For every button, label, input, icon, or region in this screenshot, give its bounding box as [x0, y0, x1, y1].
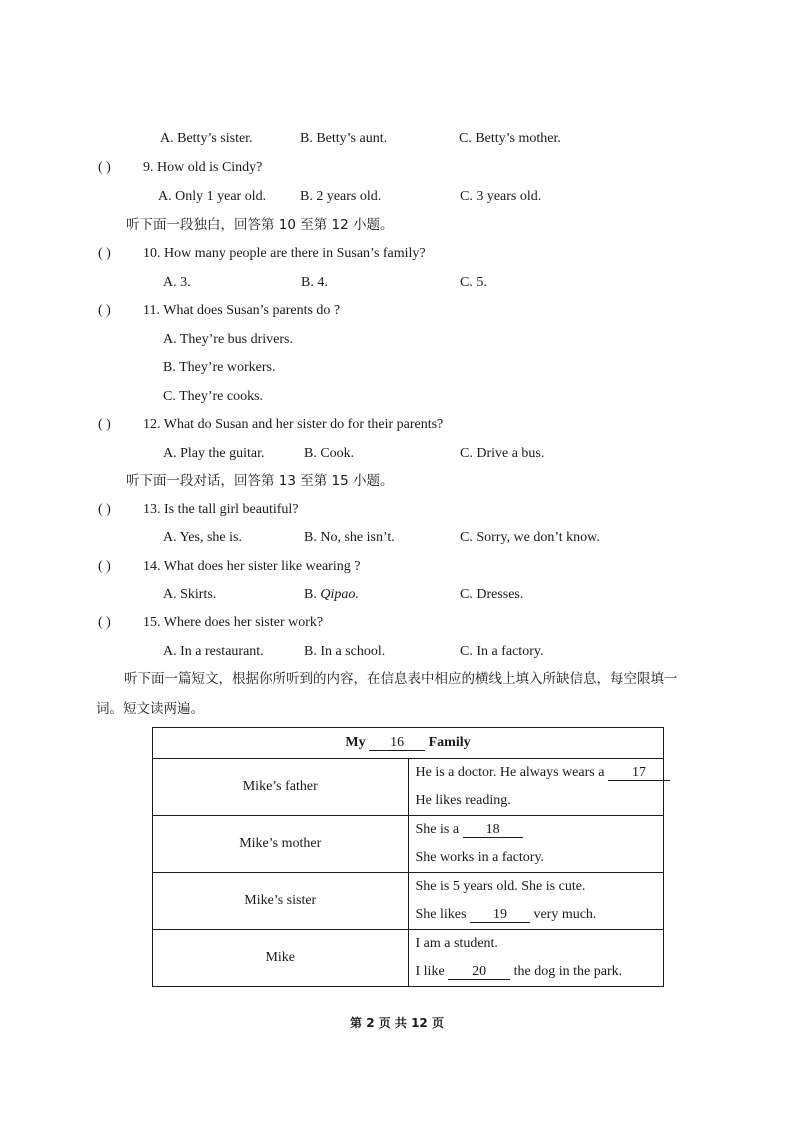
q12-option-c: C. Drive a bus.	[460, 446, 545, 461]
answer-paren: ( )	[98, 559, 111, 574]
answer-paren: ( )	[98, 615, 111, 630]
q12-stem: 12. What do Susan and her sister do for their parents?	[143, 417, 444, 432]
row-text: She works in a factory.	[415, 850, 545, 865]
q8-option-c: C. Betty’s mother.	[459, 131, 561, 146]
answer-paren: ( )	[98, 502, 111, 517]
blank-18[interactable]: 18	[463, 822, 523, 838]
row-label: Mike’s sister	[153, 873, 409, 930]
blank-20[interactable]: 20	[448, 964, 510, 980]
answer-paren: ( )	[98, 303, 111, 318]
row-text: She likes	[415, 907, 467, 922]
row-content	[408, 873, 664, 930]
blank-19[interactable]: 19	[470, 907, 530, 923]
table-row	[153, 816, 664, 873]
q10-option-a: A. 3.	[163, 275, 191, 290]
q15-option-c: C. In a factory.	[460, 644, 544, 659]
q10-option-b: B. 4.	[301, 275, 328, 290]
row-text: She is 5 years old. She is cute.	[415, 879, 586, 894]
q14-option-c: C. Dresses.	[460, 587, 524, 602]
table-title	[153, 728, 664, 759]
blank-17[interactable]: 17	[608, 765, 670, 781]
table-title-post: Family	[428, 735, 471, 750]
row-content	[408, 759, 664, 816]
q14-option-a: A. Skirts.	[163, 587, 217, 602]
q12-option-b: B. Cook.	[304, 446, 355, 461]
page-footer: 第 2 页 共 12 页	[350, 1016, 444, 1030]
row-text: the dog in the park.	[513, 964, 623, 979]
row-content	[408, 930, 664, 987]
row-text: I am a student.	[415, 936, 498, 951]
row-label: Mike’s father	[153, 759, 409, 816]
row-text: very much.	[533, 907, 597, 922]
row-text: He likes reading.	[415, 793, 511, 808]
row-text: He is a doctor. He always wears a	[415, 765, 605, 780]
q9-stem: 9. How old is Cindy?	[143, 160, 263, 175]
q13-stem: 13. Is the tall girl beautiful?	[143, 502, 299, 517]
blank-16[interactable]: 16	[369, 735, 425, 751]
table-title-row	[153, 728, 664, 759]
passage-instruction: 听下面一篇短文，根据你所听到的内容，在信息表中相应的横线上填入所缺信息，每空限填一词。短文读两遍。	[96, 671, 678, 717]
row-label: Mike’s mother	[153, 816, 409, 873]
q15-option-b: B. In a school.	[304, 644, 386, 659]
answer-paren: ( )	[98, 246, 111, 261]
q13-option-c: C. Sorry, we don’t know.	[460, 530, 600, 545]
q11-option-b: B. They’re workers.	[163, 360, 276, 375]
q14-option-b	[304, 586, 359, 604]
q14-option-b-italic: Qipao.	[320, 587, 359, 602]
table-title-pre: My	[345, 735, 366, 750]
row-text: I like	[415, 964, 445, 979]
instruction-10-12: 听下面一段独白，回答第 10 至第 12 小题。	[126, 217, 394, 233]
q9-option-c: C. 3 years old.	[460, 189, 542, 204]
q13-option-b: B. No, she isn’t.	[304, 530, 395, 545]
q11-option-a: A. They’re bus drivers.	[163, 332, 293, 347]
q9-option-b: B. 2 years old.	[300, 189, 382, 204]
answer-paren: ( )	[98, 160, 111, 175]
q12-option-a: A. Play the guitar.	[163, 446, 265, 461]
q11-stem: 11. What does Susan’s parents do ?	[143, 303, 341, 318]
table-row	[153, 930, 664, 987]
info-table	[152, 727, 664, 987]
q15-option-a: A. In a restaurant.	[163, 644, 264, 659]
q15-stem: 15. Where does her sister work?	[143, 615, 324, 630]
answer-paren: ( )	[98, 417, 111, 432]
row-content	[408, 816, 664, 873]
q10-stem: 10. How many people are there in Susan’s family?	[143, 246, 426, 261]
q13-option-a: A. Yes, she is.	[163, 530, 242, 545]
q14-option-b-prefix: B.	[304, 587, 321, 602]
q14-stem: 14. What does her sister like wearing ?	[143, 559, 361, 574]
row-text: She is a	[415, 822, 460, 837]
q10-option-c: C. 5.	[460, 275, 487, 290]
q8-option-b: B. Betty’s aunt.	[300, 131, 388, 146]
instruction-13-15: 听下面一段对话，回答第 13 至第 15 小题。	[126, 473, 394, 489]
q8-option-a: A. Betty’s sister.	[160, 131, 253, 146]
table-row	[153, 759, 664, 816]
q11-option-c: C. They’re cooks.	[163, 389, 264, 404]
table-row	[153, 873, 664, 930]
q9-option-a: A. Only 1 year old.	[158, 189, 267, 204]
row-label: Mike	[153, 930, 409, 987]
